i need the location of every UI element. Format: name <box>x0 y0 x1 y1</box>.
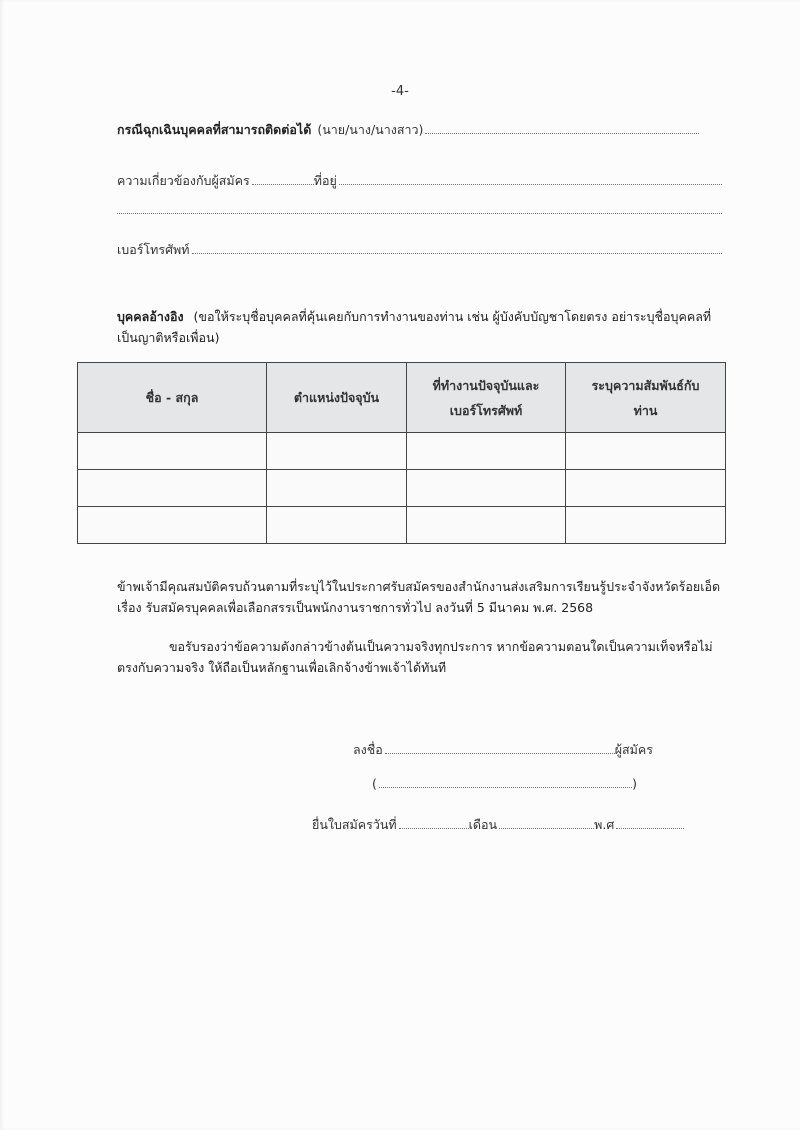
reference-3-relationship-cell[interactable] <box>566 507 726 544</box>
column-header-position: ตำแหน่งปัจจุบัน <box>267 363 407 433</box>
relationship-field[interactable] <box>252 183 314 185</box>
qualification-statement: ข้าพเจ้ามีคุณสมบัติครบถ้วนตามที่ระบุไว้ในประกาศรับสมัครของสำนักงานส่งเสริมการเรียนรู้ประจำจังหวัดร้อยเอ็ด เรื่อง รับสมัครบุคคลเพื่อเลือกสรรเป็นพนักงานราชการทั่วไป ลงวันที่ 5 มีนาคม พ.ศ. 2568 <box>117 579 721 615</box>
phone-field[interactable] <box>192 252 722 254</box>
table-row <box>78 433 726 470</box>
references-heading: บุคคลอ้างอิง <box>117 309 184 324</box>
reference-2-relationship-cell[interactable] <box>566 470 726 507</box>
address-label: ที่อยู่ <box>313 173 337 188</box>
reference-2-workplace-cell[interactable] <box>407 470 566 507</box>
reference-3-name-cell[interactable] <box>78 507 267 544</box>
year-label: พ.ศ <box>594 817 615 832</box>
certification-statement: ขอรับรองว่าข้อความดังกล่าวข้างต้นเป็นความจริงทุกประการ หากข้อความตอนใดเป็นความเท็จหรือไม่ตรงกับความจริง ให้ถือเป็นหลักฐานเพื่อเลิกจ้างข้าพเจ้าได้ทันที <box>117 639 713 675</box>
year-field[interactable] <box>616 827 684 829</box>
printed-name-field[interactable] <box>379 786 632 788</box>
submit-date-label: ยื่นใบสมัครวันที่ <box>312 817 397 832</box>
address-line2-field[interactable] <box>117 212 722 214</box>
printed-name-row <box>372 776 637 791</box>
reference-2-position-cell[interactable] <box>267 470 407 507</box>
column-header-workplace-phone: ที่ทำงานปัจจุบันและ เบอร์โทรศัพท์ <box>407 363 566 433</box>
open-paren: ( <box>372 776 377 791</box>
references-instruction: (ขอให้ระบุชื่อบุคคลที่คุ้นเคยกับการทำงานของท่าน เช่น ผู้บังคับบัญชาโดยตรง อย่าระบุชื่อบุคคลที่เป็นญาติหรือเพื่อน) <box>117 309 712 345</box>
table-row <box>78 470 726 507</box>
column-header-name: ชื่อ - สกุล <box>78 363 267 433</box>
references-table <box>77 362 726 544</box>
day-field[interactable] <box>399 827 469 829</box>
phone-row <box>117 240 722 260</box>
address-field[interactable] <box>339 183 722 185</box>
emergency-contact-name-row <box>117 120 699 140</box>
reference-3-position-cell[interactable] <box>267 507 407 544</box>
reference-1-position-cell[interactable] <box>267 433 407 470</box>
references-heading-block <box>117 306 727 348</box>
page-number: -4- <box>391 84 409 99</box>
sign-label: ลงชื่อ <box>353 742 383 757</box>
month-field[interactable] <box>499 827 594 829</box>
table-header-row <box>78 363 726 433</box>
reference-1-name-cell[interactable] <box>78 433 267 470</box>
applicant-label: ผู้สมัคร <box>614 742 653 757</box>
signature-row <box>353 740 653 760</box>
title-options: (นาย/นาง/นางสาว) <box>317 122 424 137</box>
reference-2-name-cell[interactable] <box>78 470 267 507</box>
close-paren: ) <box>632 776 637 791</box>
phone-label: เบอร์โทรศัพท์ <box>117 242 190 257</box>
emergency-contact-name-field[interactable] <box>425 132 699 134</box>
reference-3-workplace-cell[interactable] <box>407 507 566 544</box>
month-label: เดือน <box>468 817 498 832</box>
reference-1-workplace-cell[interactable] <box>407 433 566 470</box>
column-header-relationship: ระบุความสัมพันธ์กับ ท่าน <box>566 363 726 433</box>
reference-1-relationship-cell[interactable] <box>566 433 726 470</box>
relationship-address-row <box>117 171 722 191</box>
emergency-contact-label: กรณีฉุกเฉินบุคคลที่สามารถติดต่อได้ <box>117 122 312 137</box>
submission-date-row <box>312 815 684 835</box>
relationship-label: ความเกี่ยวข้องกับผู้สมัคร <box>117 173 250 188</box>
address-line2-row <box>117 212 722 217</box>
table-row <box>78 507 726 544</box>
signature-field[interactable] <box>385 752 615 754</box>
